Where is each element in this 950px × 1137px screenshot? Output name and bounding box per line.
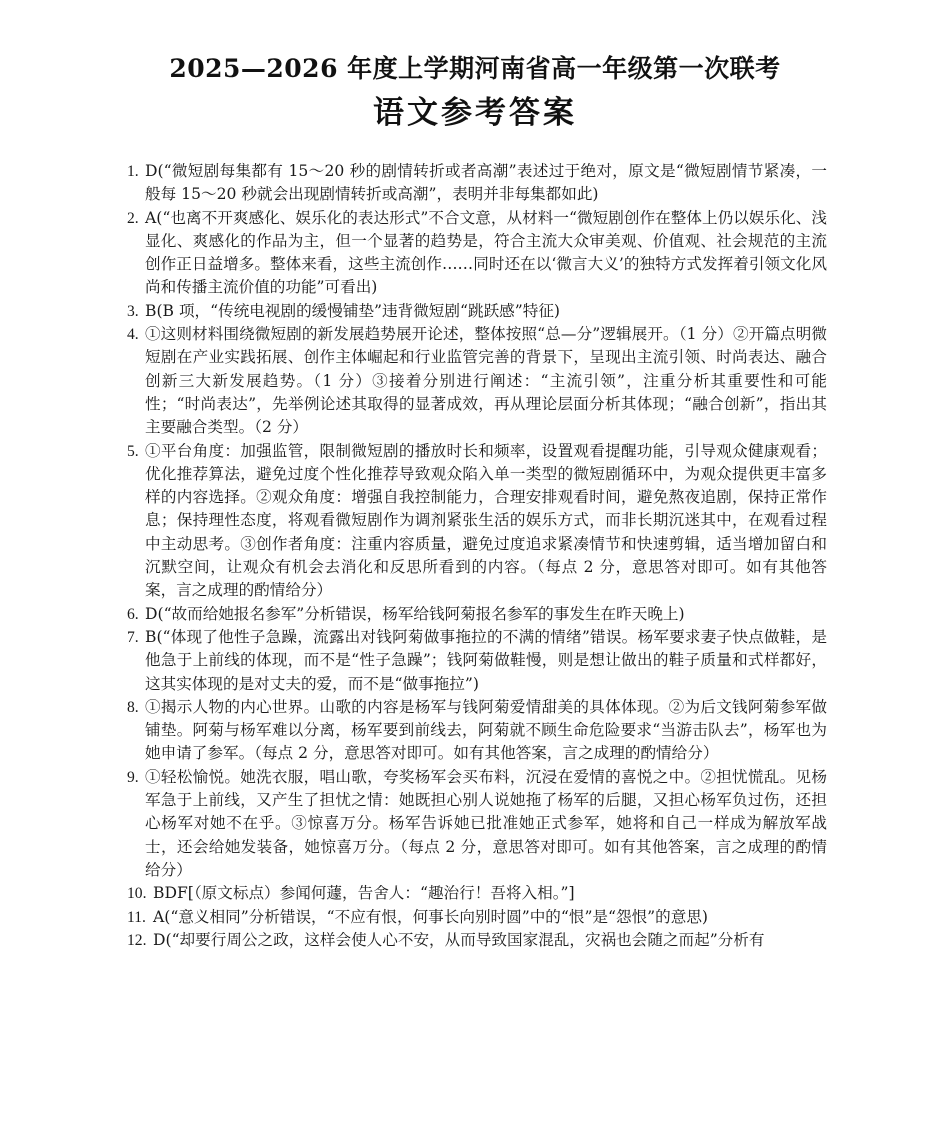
- answer-item: [127, 696, 827, 766]
- answer-item: [127, 207, 827, 300]
- answer-number: 1.: [127, 163, 139, 180]
- answer-item: [127, 766, 827, 882]
- answer-number: 12.: [127, 931, 147, 949]
- answer-item: [127, 300, 827, 323]
- answer-item: [127, 603, 827, 626]
- answer-number: 4.: [127, 326, 139, 344]
- answer-text: A(“也离不开爽感化、娱乐化的表达形式”不合文意，从材料一“微短剧创作在整体上仍以娱乐化、浅显化、爽感化的作品为主，但一个显著的趋势是，符合主流大众审美观、价值观、社会规范的主流创作正日益增多。整体来看，这些主流创作……同时还在以‘微言大义’的独特方式发挥着引领文化风尚和传播主流价值的功能”可看出): [145, 208, 827, 297]
- answer-item: [127, 929, 827, 952]
- answer-text: ①揭示人物的内心世界。山歌的内容是杨军与钱阿菊爱情甜美的具体体现。②为后文钱阿菊参军做铺垫。阿菊与杨军难以分离，杨军要到前线去，阿菊就不顾生命危险要求“当游击队去”，杨军也为她申请了参军。（每点 2 分，意思答对即可。如有其他答案，言之成理的酌情给分）: [145, 697, 827, 763]
- answer-number: 6.: [127, 605, 139, 623]
- answer-number: 11.: [127, 908, 146, 926]
- answer-number: 7.: [127, 628, 139, 646]
- answer-number: 3.: [127, 302, 139, 320]
- answer-text: ①这则材料围绕微短剧的新发展趋势展开论述，整体按照“总—分”逻辑展开。（1 分）②开篇点明微短剧在产业实践拓展、创作主体崛起和行业监管完善的背景下，呈现出主流引领、时尚表达、融合创新三大新发展趋势。（1 分）③接着分别进行阐述：“主流引领”，注重分析其重要性和可能性；“时尚表达”，先举例论述其取得的显著成效，再从理论层面分析其体现；“融合创新”，指出其主要融合类型。（2 分）: [145, 325, 827, 437]
- answer-number: 10.: [127, 885, 147, 903]
- answer-text: D(“微短剧每集都有 15～20 秒的剧情转折或者高潮”表述过于绝对，原文是“微短剧情节紧凑，一般每 15～20 秒就会出现剧情转折或高潮”，表明并非每集都如此): [145, 162, 827, 204]
- answer-text: B(B 项，“传统电视剧的缓慢铺垫”违背微短剧“跳跃感”特征): [145, 301, 560, 320]
- answer-text: ①平台角度：加强监管，限制微短剧的播放时长和频率，设置观看提醒功能，引导观众健康观看；优化推荐算法，避免过度个性化推荐导致观众陷入单一类型的微短剧循环中，为观众提供更丰富多样的内容选择。②观众角度：增强自我控制能力，合理安排观看时间，避免熬夜追剧，保持正常作息；保持理性态度，将观看微短剧作为调剂紧张生活的娱乐方式，而非长期沉迷其中，在观看过程中主动思考。③创作者角度：注重内容质量，避免过度追求紧凑情节和快速剪辑，适当增加留白和沉默空间，让观众有机会去消化和反思所看到的内容。（每点 2 分，意思答对即可。如有其他答案，言之成理的酌情给分）: [145, 441, 827, 600]
- answer-number: 2.: [127, 209, 139, 227]
- answer-number: 5.: [127, 442, 139, 460]
- answer-text: B(“体现了他性子急躁，流露出对钱阿菊做事拖拉的不满的情绪”错误。杨军要求妻子快点做鞋，是他急于上前线的体现，而不是“性子急躁”；钱阿菊做鞋慢，则是想让做出的鞋子质量和式样都好，这其实体现的是对丈夫的爱，而不是“做事拖拉”): [145, 627, 827, 693]
- answer-list: [127, 160, 827, 952]
- answer-text: D(“却要行周公之政，这样会使人心不安，从而导致国家混乱，灾祸也会随之而起”分析有: [153, 930, 765, 949]
- answer-text: D(“故而给她报名参军”分析错误，杨军给钱阿菊报名参军的事发生在昨天晚上): [145, 604, 685, 623]
- page-subtitle: 语文参考答案: [373, 95, 577, 131]
- answer-item: [127, 882, 827, 905]
- answer-item: [127, 160, 827, 207]
- answer-item: [127, 906, 827, 929]
- page-title: 2025—2026 年度上学期河南省高一年级第一次联考: [169, 54, 781, 83]
- answer-text: BDF[（原文标点）参闻何蘧，告舍人：“趣治行！吾将入相。”]: [153, 884, 575, 903]
- answer-number: 8.: [127, 698, 139, 716]
- answer-text: ①轻松愉悦。她洗衣服，唱山歌，夸奖杨军会买布料，沉浸在爱情的喜悦之中。②担忧慌乱。见杨军急于上前线，又产生了担忧之情：她既担心别人说她拖了杨军的后腿，又担心杨军负过伤，还担心杨军对她不在乎。③惊喜万分。杨军告诉她已批准她正式参军，她将和自己一样成为解放军战士，还会给她发装备，她惊喜万分。（每点 2 分，意思答对即可。如有其他答案，言之成理的酌情给分）: [145, 767, 827, 879]
- answer-item: [127, 323, 827, 439]
- answer-item: [127, 440, 827, 603]
- answer-item: [127, 626, 827, 696]
- answer-text: A(“意义相同”分析错误，“不应有恨，何事长向别时圆”中的“恨”是“怨恨”的意思): [153, 907, 709, 926]
- answer-number: 9.: [127, 768, 139, 786]
